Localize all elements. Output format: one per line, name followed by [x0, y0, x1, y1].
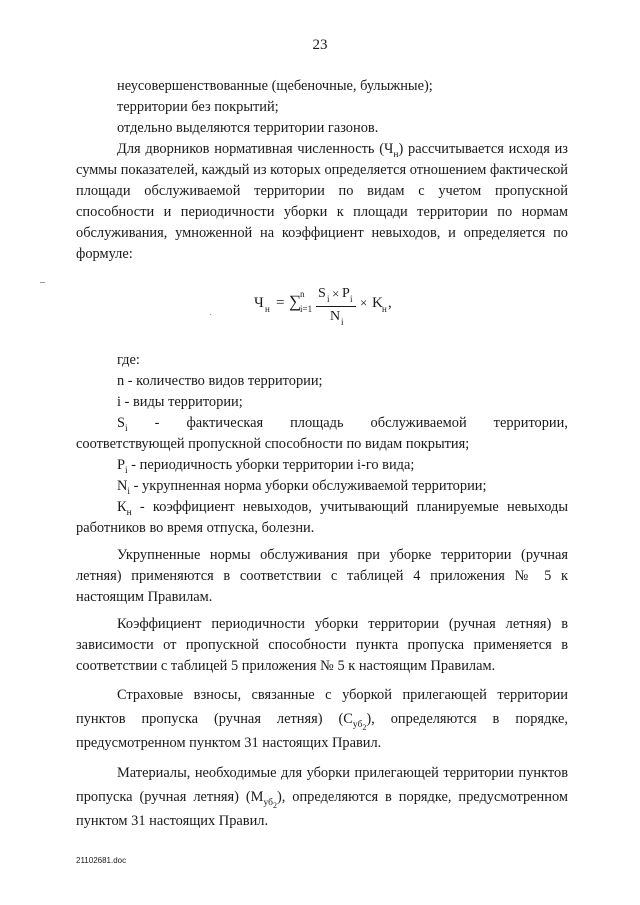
- formula-k: K: [372, 295, 383, 311]
- definition-s-word: -: [154, 415, 160, 431]
- intro-paragraph: [76, 139, 568, 265]
- formula-sum-upper: n: [300, 289, 305, 299]
- intro-text-before: Для дворников нормативная численность (Ч: [117, 141, 394, 157]
- definition-s-word: фактическая: [186, 415, 264, 431]
- definitions-block: [76, 350, 568, 833]
- formula-sigma: ∑: [289, 292, 302, 311]
- paragraph-insurance: Страховые взносы, связанные с уборкой прилегающей территории пунктов пропуска (ручная летняя) $(С_{уб_2})$, определяются в порядке, предусмотренном пунктом 31 настоящих Правил.: [76, 687, 568, 751]
- scan-mark: [40, 282, 45, 283]
- formula-k-sub: н: [382, 304, 387, 314]
- list-item: отдельно выделяются территории газонов.: [117, 120, 379, 136]
- formula-denominator-sub: i: [341, 317, 344, 327]
- intro-subscript: н: [393, 149, 399, 160]
- paragraph-materials: Материалы, необходимые для уборки прилегающей территории пунктов пропуска (ручная летняя) $(М_{уб_2})$, определяются в порядке, предусмотренном пунктом 31 настоящих Правил.: [76, 765, 568, 829]
- formula-numerator-s-sub: i: [327, 294, 330, 304]
- definition-s-word: территории,: [493, 415, 568, 431]
- formula-lhs: Ч: [254, 295, 264, 311]
- definition-s-symbol: $S_i$: [117, 415, 128, 434]
- formula-numerator-times: ×: [332, 286, 340, 301]
- formula-comma: ,: [388, 295, 392, 311]
- definition-i: i - виды территории;: [117, 394, 243, 410]
- where-label: где:: [117, 352, 140, 368]
- top-text-block: [76, 76, 568, 265]
- page-number: 23: [312, 37, 328, 53]
- definition-s-word: площадь: [290, 415, 344, 431]
- formula-times: ×: [360, 295, 368, 310]
- formula-numerator-p-sub: i: [350, 294, 353, 304]
- formula-sum-lower: i=1: [300, 304, 313, 314]
- definition-n-norm: $N_i$ - укрупненная норма уборки обслуживаемой территории;: [117, 478, 487, 497]
- definition-n: n - количество видов территории;: [117, 373, 323, 389]
- scan-mark: [210, 314, 211, 315]
- definition-s-continuation: соответствующей пропускной способности по видам покрытия;: [76, 436, 470, 452]
- definition-p: $P_i$ - периодичность уборки территории i-го вида;: [117, 457, 415, 476]
- formula-numerator-s: S: [318, 286, 326, 301]
- definition-s: [76, 413, 568, 434]
- file-name-footer: 21102681.doc: [76, 856, 127, 865]
- intro-text-after: ) рассчитывается исходя из суммы показателей, каждый из которых определяется отношением фактической площади обслуживаемой территории по видам с учетом пропускной способности и периодичности уборки к площади территории по нормам обслуживания, умноженной на коэффициент невыходов, и определяется по формуле:: [76, 141, 568, 262]
- fraction-bar: [316, 306, 356, 307]
- list-item: неусовершенствованные (щебеночные, булыжные);: [117, 78, 433, 94]
- formula-numerator-p: P: [342, 286, 350, 301]
- paragraph-coefficient: Коэффициент периодичности уборки территории (ручная летняя) в зависимости от пропускной способности пункта пропуска применяется в соответствии с таблицей 5 приложения № 5 к настоящим Правилам.: [76, 616, 568, 674]
- definition-s-word: обслуживаемой: [370, 415, 467, 431]
- list-item: территории без покрытий;: [117, 99, 279, 115]
- formula-denominator: N: [330, 309, 341, 324]
- paragraph-norms: Укрупненные нормы обслуживания при уборке территории (ручная летняя) применяются в соответствии с таблицей 4 приложения № 5 к настоящим Правилам.: [76, 547, 568, 605]
- formula-equals: =: [276, 295, 285, 311]
- definition-k: $К_н$ - коэффициент невыходов, учитывающий планируемые невыходы работников во время отпуска, болезни.: [76, 499, 568, 536]
- formula-lhs-sub: н: [265, 304, 270, 314]
